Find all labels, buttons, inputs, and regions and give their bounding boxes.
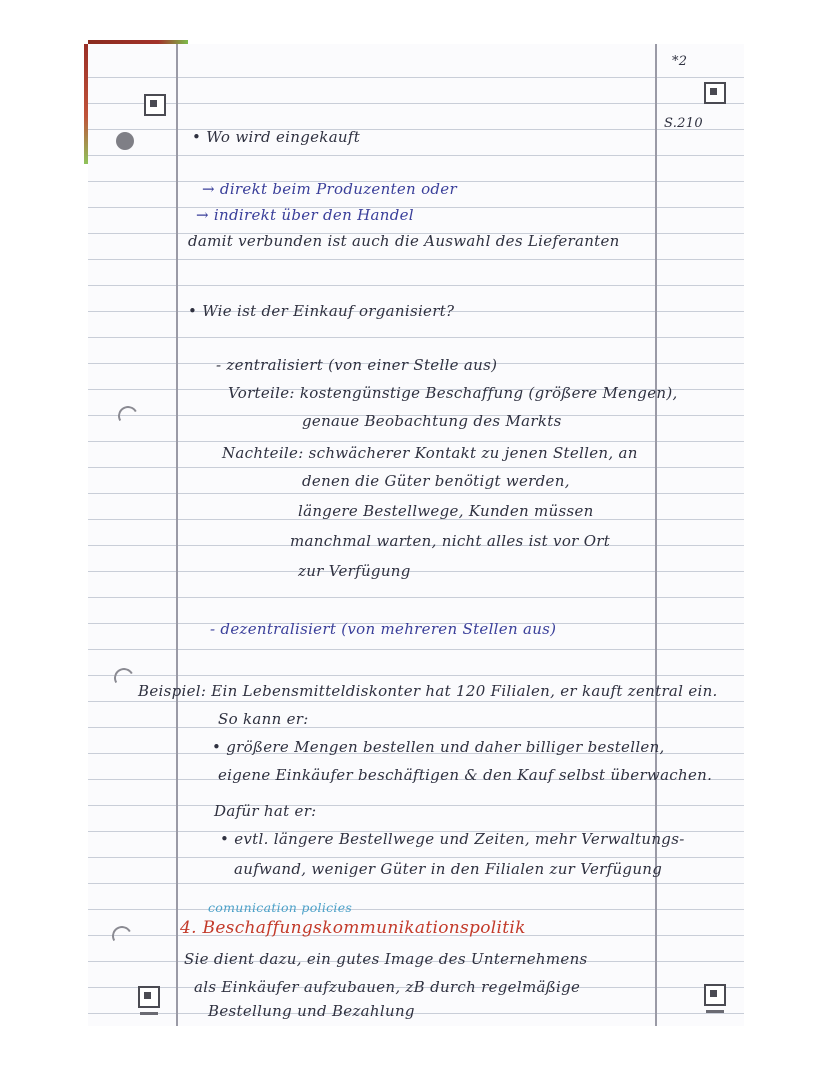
note-line: denen die Güter benötigt werden, (302, 472, 570, 490)
left-margin-line (176, 44, 178, 1026)
page-number: *2 (672, 54, 688, 69)
note-line: • Wo wird eingekauft (192, 128, 361, 146)
corner-marker-icon (144, 94, 166, 116)
note-line: • größere Mengen bestellen und daher billiger bestellen, (212, 738, 665, 756)
note-line: - zentralisiert (von einer Stelle aus) (216, 356, 498, 374)
note-line: Dafür hat er: (214, 802, 317, 820)
right-margin-line (655, 44, 657, 1026)
ring-mark (116, 404, 140, 428)
note-line: genaue Beobachtung des Markts (302, 412, 562, 430)
note-line: längere Bestellwege, Kunden müssen (298, 502, 594, 520)
note-line: Vorteile: kostengünstige Beschaffung (größere Mengen), (228, 384, 678, 402)
corner-marker-icon (704, 82, 726, 104)
note-line: als Einkäufer aufzubauen, zB durch regelmäßige (194, 978, 581, 996)
note-line: Bestellung und Bezahlung (208, 1002, 415, 1020)
note-line: aufwand, weniger Güter in den Filialen zur Verfügung (234, 860, 663, 878)
note-line: zur Verfügung (298, 562, 411, 580)
note-line: Beispiel: Ein Lebensmitteldiskonter hat 120 Filialen, er kauft zentral ein. (138, 682, 718, 700)
corner-marker-icon (704, 984, 726, 1006)
notebook-page (88, 44, 744, 1026)
note-line: • evtl. längere Bestellwege und Zeiten, mehr Verwaltungs- (220, 830, 685, 848)
annotation-note: comunication policies (208, 900, 353, 915)
punch-hole (116, 132, 134, 150)
note-line: Nachteile: schwächerer Kontakt zu jenen Stellen, an (222, 444, 638, 462)
page-reference: S.210 (664, 116, 703, 131)
note-line: Sie dient dazu, ein gutes Image des Unternehmens (184, 950, 588, 968)
note-line: → direkt beim Produzenten oder (202, 180, 457, 198)
note-line: eigene Einkäufer beschäftigen & den Kauf selbst überwachen. (218, 766, 713, 784)
note-line: manchmal warten, nicht alles ist vor Ort (290, 532, 611, 550)
note-line: • Wie ist der Einkauf organisiert? (188, 302, 455, 320)
ring-mark (112, 666, 136, 690)
note-line: damit verbunden ist auch die Auswahl des Lieferanten (188, 232, 620, 250)
note-line: - dezentralisiert (von mehreren Stellen aus) (210, 620, 557, 638)
section-heading: 4. Beschaffungskommunikationspolitik (180, 918, 526, 938)
note-line: → indirekt über den Handel (196, 206, 414, 224)
note-line: So kann er: (218, 710, 309, 728)
ring-mark (110, 924, 134, 948)
corner-marker-icon (138, 986, 160, 1008)
